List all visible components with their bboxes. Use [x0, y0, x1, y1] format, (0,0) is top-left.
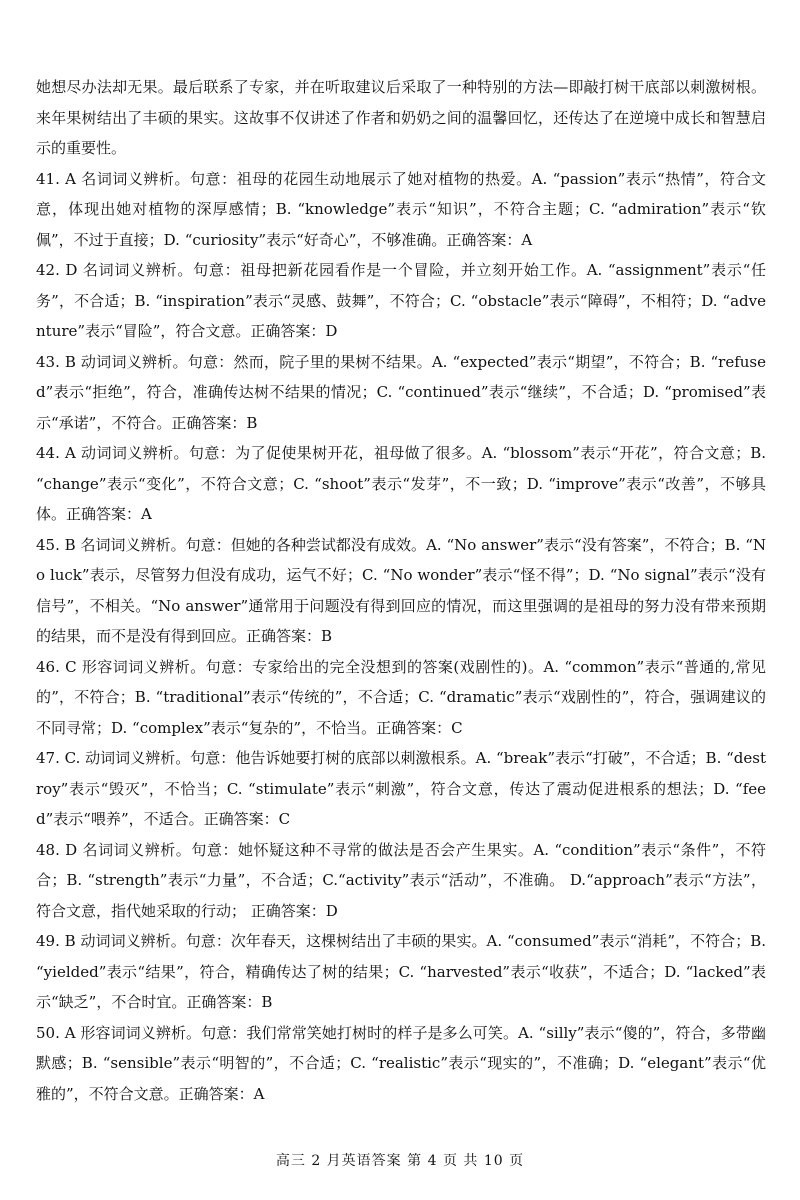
answer-item-46: 46. C 形容词词义辨析。句意：专家给出的完全没想到的答案(戏剧性的)。A. “common”表示“普通的,常见的”，不符合；B. “traditional”表示“传统的”，不合适；C. “dramatic”表示“戏剧性的”，符合，强调建议的不同寻常；D. “complex”表示“复杂的”，不恰当。正确答案：C [36, 657, 766, 737]
answer-item-48: 48. D 名词词义辨析。句意：她怀疑这种不寻常的做法是否会产生果实。A. “condition”表示“条件”，不符合；B. “strength”表示“力量”，不合适；C.“activity”表示“活动”，不准确。 D.“approach”表示“方法”，符合文意，指代她采取的行动； 正确答案：D [36, 840, 766, 920]
answer-item-44: 44. A 动词词义辨析。句意：为了促使果树开花，祖母做了很多。A. “blossom”表示“开花”，符合文意；B. “change”表示“变化”，不符合文意；C. “shoot”表示“发芽”，不一致；D. “improve”表示“改善”，不够具体。正确答案：A [36, 444, 766, 523]
answer-item-43: 43. B 动词词义辨析。句意：然而，院子里的果树不结果。A. “expected”表示“期望”，不符合；B. “refused”表示“拒绝”，符合，准确传达树不结果的情况；C. “continued”表示“继续”，不合适；D. “promised”表示“承诺”，不符合。正确答案：B [36, 352, 766, 432]
answer-item-50: 50. A 形容词词义辨析。句意：我们常常笑她打树时的样子是多么可笑。A. “silly”表示“傻的”，符合，多带幽默感；B. “sensible”表示“明智的”，不合适；C. “realistic”表示“现实的”，不准确；D. “elegant”表示“优雅的”，不符合文意。正确答案：A [36, 1023, 766, 1103]
answer-document [36, 72, 766, 1109]
answer-item-45: 45. B 名词词义辨析。句意：但她的各种尝试都没有成效。A. “No answer”表示“没有答案”，不符合；B. “No luck”表示，尽管努力但没有成功，运气不好；C. “No wonder”表示“怪不得”；D. “No signal”表示“没有信号”，不相关。“No answer”通常用于问题没有得到回应的情况，而这里强调的是祖母的努力没有带来预期的结果，而不是没有得到回应。正确答案：B [36, 535, 766, 645]
intro-paragraph: 她想尽办法却无果。最后联系了专家，并在听取建议后采取了一种特别的方法—即敲打树干底部以刺激树根。来年果树结出了丰硕的果实。这故事不仅讲述了作者和奶奶之间的温馨回忆，还传达了在逆境中成长和智慧启示的重要性。 [36, 78, 766, 157]
answer-item-42: 42. D 名词词义辨析。句意：祖母把新花园看作是一个冒险，并立刻开始工作。A. “assignment”表示“任务”，不合适；B. “inspiration”表示“灵感、鼓舞”，不符合；C. “obstacle”表示“障碍”，不相符；D. “adventure”表示“冒险”，符合文意。正确答案：D [36, 261, 766, 340]
page-footer: 高三 2 月英语答案 第 4 页 共 10 页 [275, 1153, 525, 1169]
answer-item-41: 41. A 名词词义辨析。句意：祖母的花园生动地展示了她对植物的热爱。A. “passion”表示“热情”，符合文意，体现出她对植物的深厚感情；B. “knowledge”表示“知识”，不符合主题；C. “admiration”表示“钦佩”，不过于直接；D. “curiosity”表示“好奇心”，不够准确。正确答案：A [36, 169, 766, 249]
answer-item-47: 47. C. 动词词义辨析。句意：他告诉她要打树的底部以刺激根系。A. “break”表示“打破”，不合适；B. “destroy”表示“毁灭”，不恰当；C. “stimulate”表示“刺激”，符合文意，传达了震动促进根系的想法；D. “feed”表示“喂养”，不适合。正确答案：C [36, 749, 766, 828]
answer-item-49: 49. B 动词词义辨析。句意：次年春天，这棵树结出了丰硕的果实。A. “consumed”表示“消耗”，不符合；B. “yielded”表示“结果”，符合，精确传达了树的结果；C. “harvested”表示“收获”，不适合；D. “lacked”表示“缺乏”，不合时宜。正确答案：B [36, 932, 766, 1011]
